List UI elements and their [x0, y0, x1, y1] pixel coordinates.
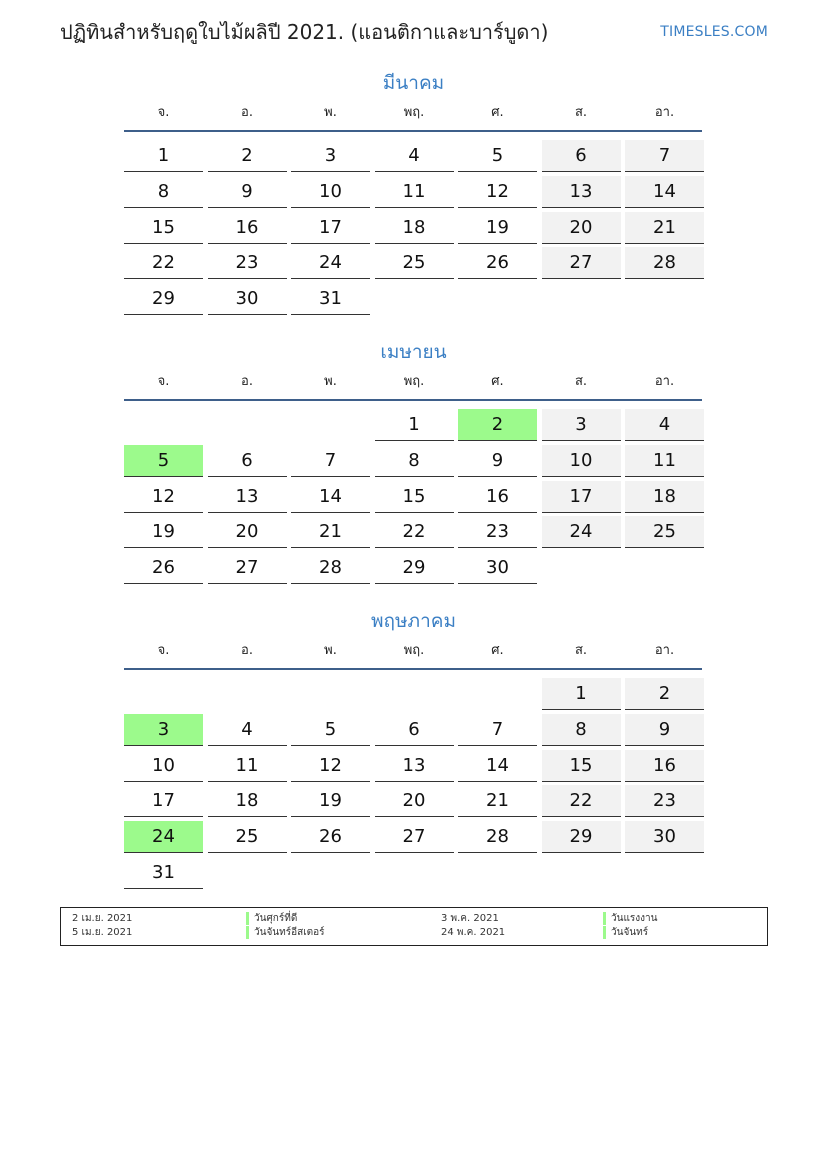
weekday-label: ส. [574, 374, 588, 389]
month-title: เมษายน [380, 341, 447, 363]
day-cell: 23 [625, 785, 704, 817]
weekday-label: จ. [157, 643, 170, 658]
day-cell: 28 [458, 821, 537, 853]
day-cell: 19 [458, 212, 537, 244]
weekday-label: จ. [157, 374, 170, 389]
day-cell: 22 [375, 516, 454, 548]
day-cell: 23 [208, 247, 287, 279]
weekday-label: อ. [241, 643, 253, 658]
weekday-label: พฤ. [403, 105, 425, 120]
header-divider [124, 668, 702, 670]
weekday-label: อา. [654, 105, 675, 120]
weekday-label: อา. [654, 643, 675, 658]
page-header [60, 18, 768, 48]
day-cell: 16 [208, 212, 287, 244]
day-cell: 4 [208, 714, 287, 746]
day-cell: 11 [375, 176, 454, 208]
day-cell: 14 [291, 481, 370, 513]
day-cell: 1 [542, 678, 621, 710]
day-cell: 30 [208, 283, 287, 315]
weekday-label: ศ. [491, 643, 504, 658]
holiday-day-cell: 24 [124, 821, 203, 853]
legend-date: 2 เม.ย. 2021 [72, 913, 133, 924]
day-cell: 28 [291, 552, 370, 584]
day-cell: 19 [291, 785, 370, 817]
legend-holiday-name: วันแรงงาน [603, 912, 657, 925]
day-cell: 3 [542, 409, 621, 441]
day-cell: 9 [458, 445, 537, 477]
weekday-label: พ. [324, 374, 337, 389]
legend-holiday-name: วันศุกร์ที่ดี [246, 912, 297, 925]
day-cell: 19 [124, 516, 203, 548]
page-title: ปฏิทินสำหรับฤดูใบไม้ผลิปี 2021. (แอนติกาและบาร์บูดา) [60, 20, 549, 44]
holiday-legend [60, 907, 768, 946]
day-cell: 18 [208, 785, 287, 817]
day-cell: 22 [542, 785, 621, 817]
day-cell: 10 [124, 750, 203, 782]
day-cell: 9 [625, 714, 704, 746]
weekday-label: ส. [574, 643, 588, 658]
legend-date: 3 พ.ค. 2021 [441, 913, 499, 924]
holiday-day-cell: 5 [124, 445, 203, 477]
day-cell: 29 [542, 821, 621, 853]
day-cell: 17 [124, 785, 203, 817]
weekday-label: พฤ. [403, 643, 425, 658]
header-divider [124, 130, 702, 132]
day-cell: 16 [625, 750, 704, 782]
day-cell: 25 [375, 247, 454, 279]
day-cell: 5 [291, 714, 370, 746]
weekday-label: ศ. [491, 105, 504, 120]
day-cell: 27 [542, 247, 621, 279]
day-cell: 15 [542, 750, 621, 782]
day-cell: 22 [124, 247, 203, 279]
day-cell: 6 [542, 140, 621, 172]
day-cell: 7 [458, 714, 537, 746]
day-cell: 8 [375, 445, 454, 477]
day-cell: 28 [625, 247, 704, 279]
day-cell: 17 [291, 212, 370, 244]
day-cell: 3 [291, 140, 370, 172]
day-cell: 26 [291, 821, 370, 853]
day-cell: 12 [124, 481, 203, 513]
day-cell: 10 [291, 176, 370, 208]
weekday-header-row [124, 640, 703, 662]
day-cell: 31 [291, 283, 370, 315]
weekday-label: พ. [324, 105, 337, 120]
day-cell: 2 [625, 678, 704, 710]
weekday-header-row [124, 371, 703, 393]
day-cell: 9 [208, 176, 287, 208]
day-cell: 23 [458, 516, 537, 548]
day-cell: 17 [542, 481, 621, 513]
legend-date: 24 พ.ค. 2021 [441, 927, 506, 938]
day-cell: 15 [124, 212, 203, 244]
weekday-label: ศ. [491, 374, 504, 389]
weekday-label: พ. [324, 643, 337, 658]
weekday-label: ส. [574, 105, 588, 120]
weekday-label: อ. [241, 374, 253, 389]
day-cell: 6 [375, 714, 454, 746]
day-cell: 11 [625, 445, 704, 477]
weekday-label: พฤ. [403, 374, 425, 389]
day-cell: 8 [542, 714, 621, 746]
day-cell: 21 [458, 785, 537, 817]
day-cell: 1 [124, 140, 203, 172]
weekday-label: อา. [654, 374, 675, 389]
day-cell: 12 [458, 176, 537, 208]
day-cell: 7 [291, 445, 370, 477]
day-cell: 18 [375, 212, 454, 244]
day-cell: 24 [542, 516, 621, 548]
day-cell: 10 [542, 445, 621, 477]
legend-holiday-name: วันจันทร์ [603, 926, 648, 939]
day-cell: 27 [208, 552, 287, 584]
day-cell: 13 [208, 481, 287, 513]
day-cell: 2 [208, 140, 287, 172]
day-cell: 13 [542, 176, 621, 208]
day-cell: 30 [625, 821, 704, 853]
day-cell: 30 [458, 552, 537, 584]
day-cell: 12 [291, 750, 370, 782]
day-cell: 21 [291, 516, 370, 548]
day-cell: 6 [208, 445, 287, 477]
brand-link[interactable]: TIMESLES.COM [660, 24, 768, 40]
day-cell: 14 [625, 176, 704, 208]
day-cell: 5 [458, 140, 537, 172]
holiday-day-cell: 3 [124, 714, 203, 746]
day-cell: 1 [375, 409, 454, 441]
day-cell: 16 [458, 481, 537, 513]
weekday-label: จ. [157, 105, 170, 120]
day-cell: 27 [375, 821, 454, 853]
day-cell: 20 [375, 785, 454, 817]
weekday-label: อ. [241, 105, 253, 120]
day-cell: 20 [542, 212, 621, 244]
day-cell: 7 [625, 140, 704, 172]
day-cell: 31 [124, 857, 203, 889]
day-cell: 29 [375, 552, 454, 584]
day-cell: 14 [458, 750, 537, 782]
month-title: มีนาคม [382, 72, 445, 94]
day-cell: 4 [625, 409, 704, 441]
header-divider [124, 399, 702, 401]
day-cell: 21 [625, 212, 704, 244]
day-cell: 24 [291, 247, 370, 279]
day-cell: 4 [375, 140, 454, 172]
day-cell: 15 [375, 481, 454, 513]
day-cell: 11 [208, 750, 287, 782]
day-cell: 26 [458, 247, 537, 279]
day-cell: 13 [375, 750, 454, 782]
day-cell: 26 [124, 552, 203, 584]
legend-holiday-name: วันจันทร์อีสเตอร์ [246, 926, 325, 939]
day-cell: 20 [208, 516, 287, 548]
day-cell: 29 [124, 283, 203, 315]
day-cell: 25 [208, 821, 287, 853]
legend-date: 5 เม.ย. 2021 [72, 927, 133, 938]
day-cell: 8 [124, 176, 203, 208]
day-cell: 25 [625, 516, 704, 548]
day-cell: 18 [625, 481, 704, 513]
weekday-header-row [124, 102, 703, 124]
holiday-day-cell: 2 [458, 409, 537, 441]
month-title: พฤษภาคม [371, 610, 456, 632]
